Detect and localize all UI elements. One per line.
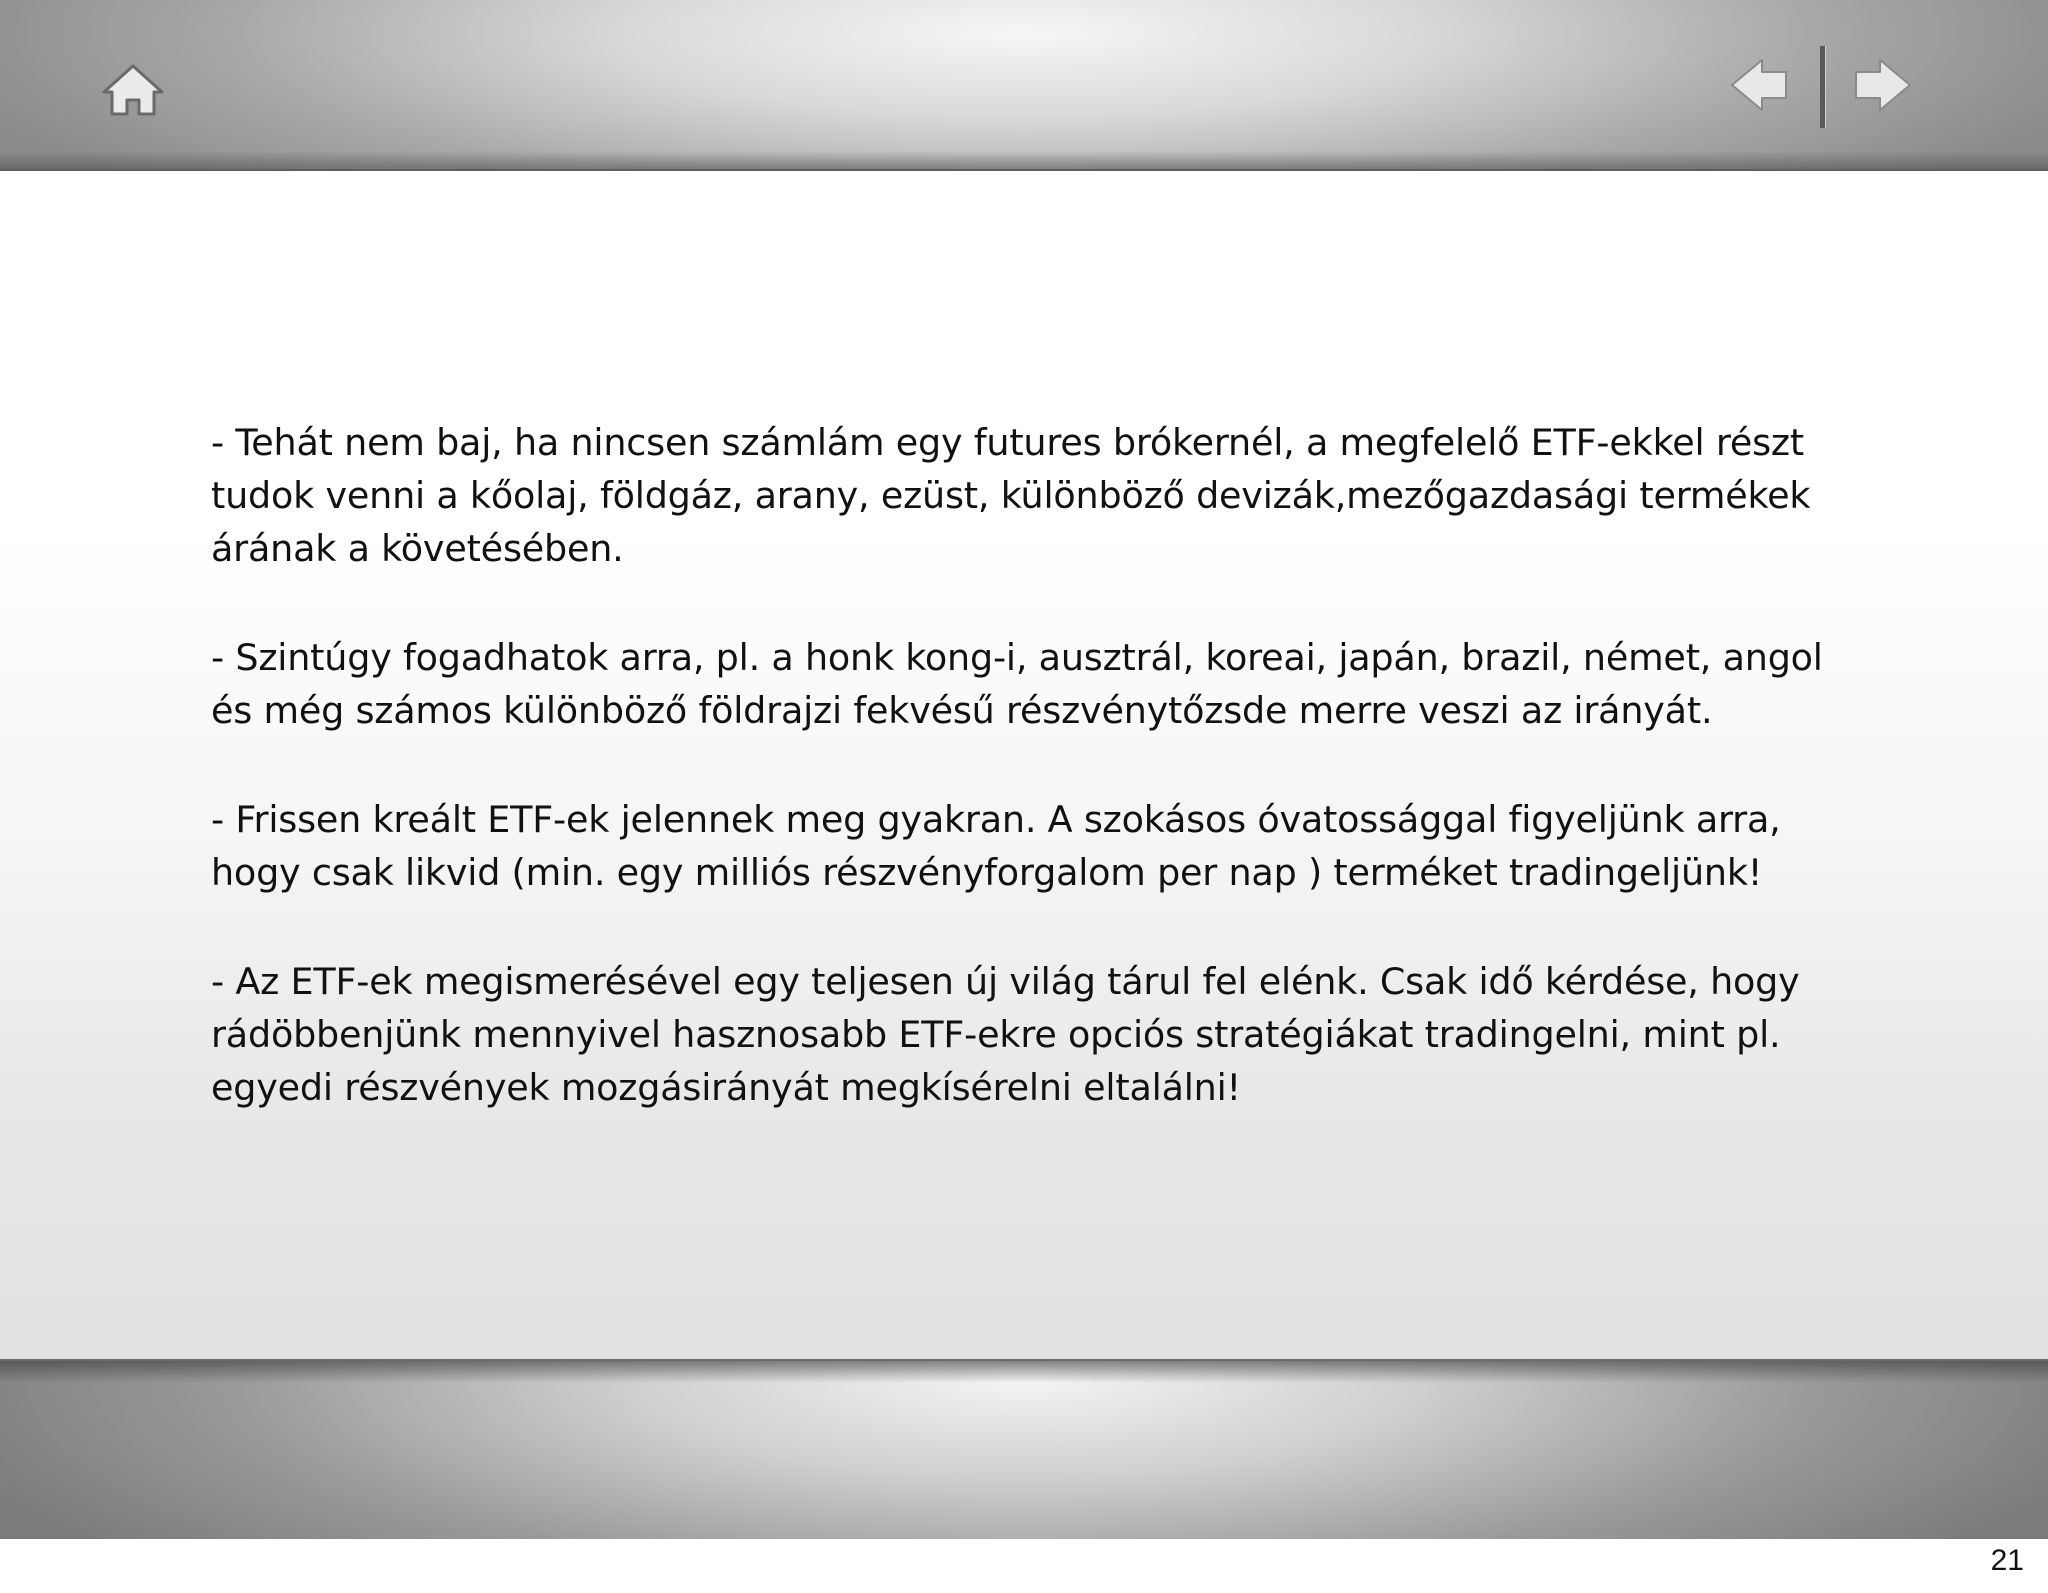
home-icon[interactable] bbox=[100, 62, 166, 118]
slide-content bbox=[0, 171, 2048, 1359]
nav-divider bbox=[1820, 46, 1825, 128]
bottom-bar bbox=[0, 1359, 2048, 1539]
arrow-right-icon[interactable] bbox=[1852, 54, 1914, 116]
slide-navigation bbox=[1728, 42, 1928, 132]
paragraph-2: - Szintúgy fogadhatok arra, pl. a honk kong-i, ausztrál, koreai, japán, brazil, német, angol és még számos különböző földrajzi fekvésű részvénytőzsde merre veszi az irányát. bbox=[211, 636, 1823, 732]
paragraph-4: - Az ETF-ek megismerésével egy teljesen új világ tárul fel elénk. Csak idő kérdése, hogy rádöbbenjünk mennyivel hasznosabb ETF-ekre opciós stratégiákat tradingelni, mint pl. egyedi részvények mozgásirányát megkísérelni eltalálni! bbox=[211, 960, 1800, 1109]
arrow-left-icon[interactable] bbox=[1728, 54, 1790, 116]
body-text bbox=[211, 416, 1851, 1170]
paragraph-1: - Tehát nem baj, ha nincsen számlám egy futures brókernél, a megfelelő ETF-ekkel részt tudok venni a kőolaj, földgáz, arany, ezüst, különböző devizák,mezőgazdasági termékek árának a követésében. bbox=[211, 421, 1811, 570]
top-toolbar bbox=[0, 0, 2048, 171]
page-number: 21 bbox=[1990, 1544, 2024, 1577]
paragraph-3: - Frissen kreált ETF-ek jelennek meg gyakran. A szokásos óvatossággal figyeljünk arra, hogy csak likvid (min. egy milliós részvényforgalom per nap ) terméket tradingeljünk! bbox=[211, 798, 1781, 894]
